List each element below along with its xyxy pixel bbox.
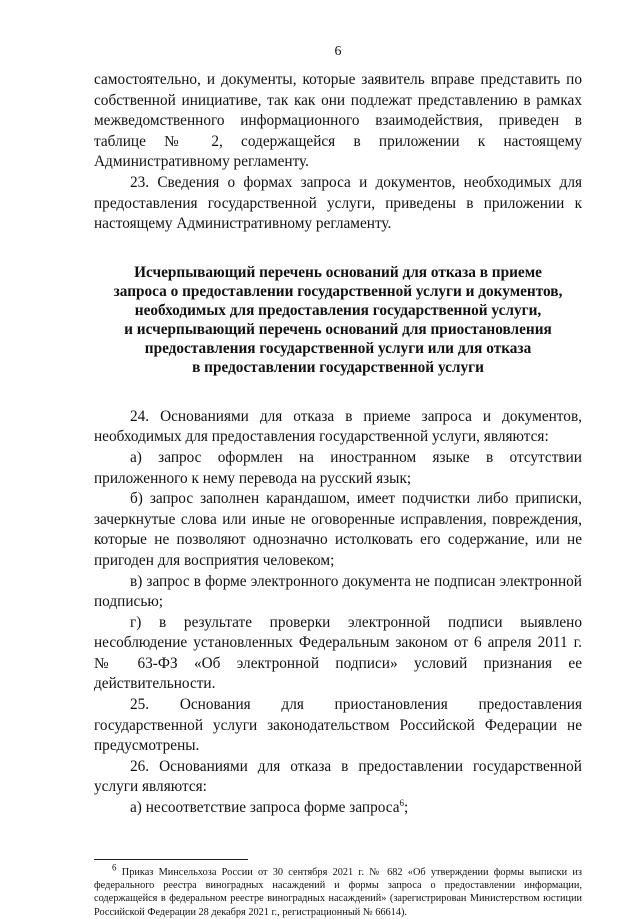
footnote-divider bbox=[94, 859, 248, 860]
heading-line: необходимых для предоставления государственной услуги, bbox=[134, 301, 542, 319]
heading-line: Исчерпывающий перечень оснований для отказа в приеме bbox=[134, 263, 542, 281]
paragraph-24: 24. Основаниями для отказа в приеме запроса и документов, необходимых для предоставления государственной услуги, являются: bbox=[94, 407, 582, 446]
footnote bbox=[94, 862, 582, 919]
paragraph-continuation: самостоятельно, и документы, которые заявитель вправе представить по собственной инициативе, так как они подлежат представлению в рамках межведомственного информационного взаимодействия, приведен в таблице № 2, содержащейся в приложении к настоящему Административному регламенту. bbox=[94, 71, 582, 171]
paragraph-23: 23. Сведения о формах запроса и документов, необходимых для предоставления государственной услуги, приведены в приложении к настоящему Административному регламенту. bbox=[94, 173, 582, 233]
paragraph-26: 26. Основаниями для отказа в предоставлении государственной услуги являются: bbox=[94, 757, 582, 796]
footnote-reference[interactable]: 6 bbox=[399, 797, 405, 808]
footnote-text: Приказ Минсельхоза России от 30 сентября 2021 г. № 682 «Об утверждении формы выписки из федерального реестра виноградных насаждений и формы запроса о предоставлении информации, содержащейся в федеральном реестре виноградных насаждений» (зарегистрирован Министерством юстиции Российской Федерации 28 декабря 2021 г., регистрационный № 66614). bbox=[94, 866, 582, 918]
item-a: а) запрос оформлен на иностранном языке в отсутствии приложенного к нему перевода на русский язык; bbox=[94, 448, 582, 487]
item-v: в) запрос в форме электронного документа не подписан электронной подписью; bbox=[94, 572, 582, 611]
heading-line: в предоставлении государственной услуги bbox=[192, 358, 484, 376]
item-g: г) в результате проверки электронной подписи выявлено несоблюдение установленных Федеральным законом от 6 апреля 2011 г. № 63-ФЗ «Об электронной подписи» условий признания ее действительности. bbox=[94, 613, 582, 693]
item-b: б) запрос заполнен карандашом, имеет подчистки либо приписки, зачеркнутые слова или иные не оговоренные исправления, повреждения, которые не позволяют однозначно истолковать его содержание, или не пригоден для восприятия человеком; bbox=[94, 490, 582, 569]
paragraph-25: 25. Основания для приостановления предоставления государственной услуги законодательством Российской Федерации не предусмотрены. bbox=[94, 696, 582, 755]
page-number: 6 bbox=[334, 44, 342, 59]
item-a-refusal bbox=[94, 798, 582, 819]
item-a-refusal-text: а) несоответствие запроса форме запроса bbox=[130, 799, 400, 817]
section-heading bbox=[94, 263, 582, 377]
footnote-number: 6 bbox=[112, 862, 117, 873]
heading-line: запроса о предоставлении государственной услуги и документов, bbox=[113, 282, 563, 300]
item-a-refusal-suffix: ; bbox=[404, 799, 409, 817]
heading-line: предоставления государственной услуги или для отказа bbox=[144, 339, 532, 357]
heading-line: и исчерпывающий перечень оснований для приостановления bbox=[124, 320, 552, 338]
